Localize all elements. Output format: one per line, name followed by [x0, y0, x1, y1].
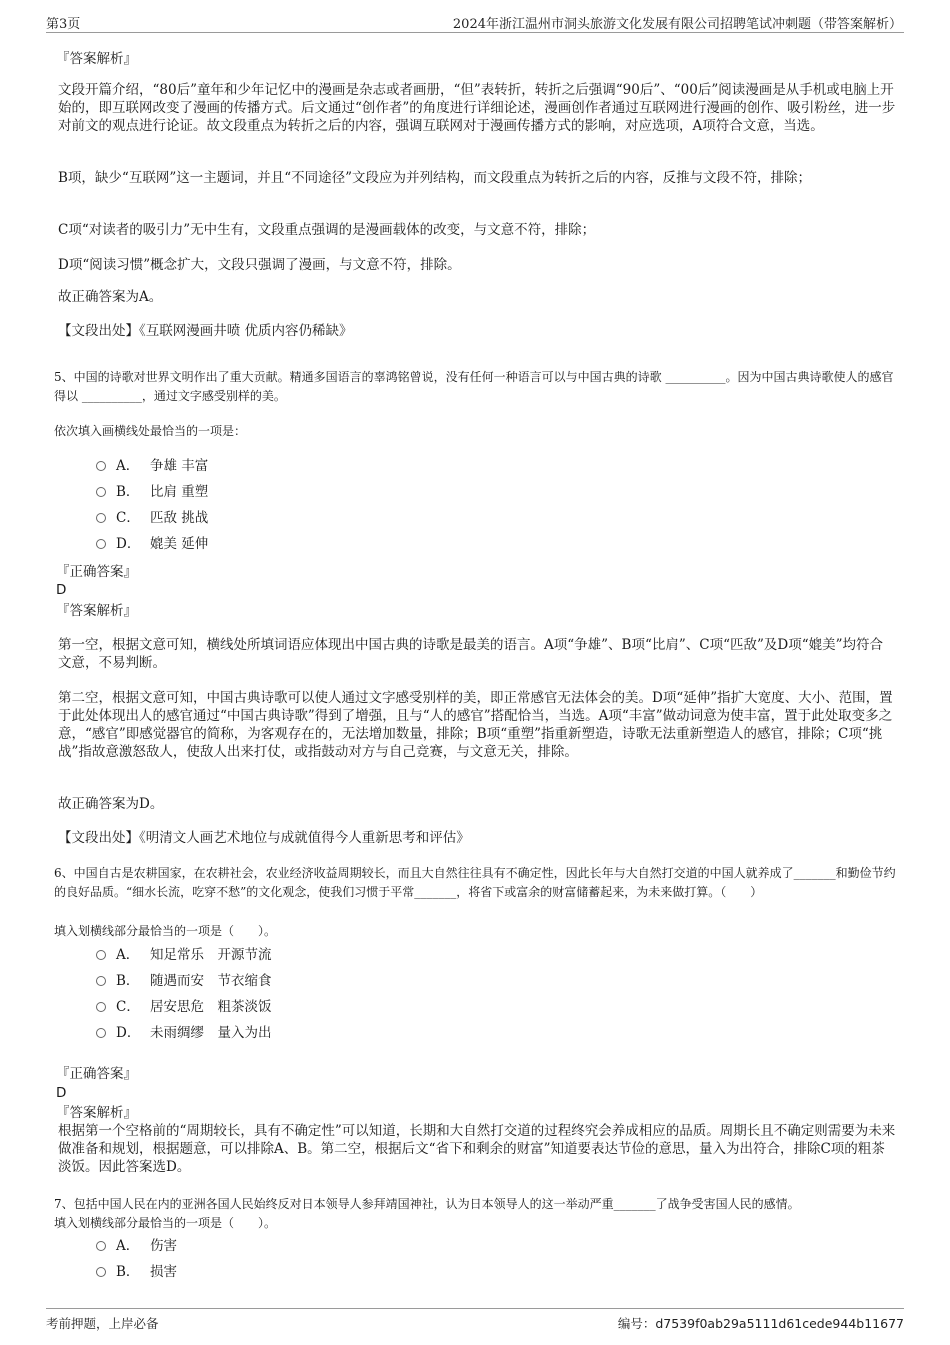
q4-analysis-label: 『答案解析』	[56, 51, 137, 67]
radio-icon[interactable]	[96, 487, 106, 497]
option-text: 媲美 延伸	[150, 536, 209, 552]
option-text: 伤害	[150, 1238, 177, 1254]
q7-stem: 7、包括中国人民在内的亚洲各国人民始终反对日本领导人参拜靖国神社，认为日本领导人的这一举动严重_______了战争受害国人民的感情。	[54, 1197, 800, 1211]
option-text: 争雄 丰富	[150, 458, 209, 474]
radio-icon[interactable]	[96, 976, 106, 986]
option-key: C．	[116, 510, 140, 526]
q5-option-a[interactable]	[96, 457, 208, 475]
q5-source: 【文段出处】《明清文人画艺术地位与成就值得今人重新思考和评估》	[58, 830, 470, 846]
option-key: A．	[116, 947, 140, 963]
q7-prompt: 填入划横线部分最恰当的一项是（ ）。	[54, 1216, 277, 1230]
q6-stem: 6、中国自古是农耕国家，在农耕社会，农业经济收益周期较长，而且大自然往往具有不确定性，因此长年与大自然打交道的中国人就养成了_______和勤俭节约的良好品质。“细水长流，吃穿不愁”的文化观念，使我们习惯于平常_______，将省下或富余的财富储蓄起来，为未来做打算。（ ）	[54, 866, 896, 899]
option-text: 比肩 重塑	[150, 484, 209, 500]
radio-icon[interactable]	[96, 1002, 106, 1012]
radio-icon[interactable]	[96, 1241, 106, 1251]
footer-serial-code: d7539f0ab29a5111d61cede944b11677	[655, 1316, 904, 1331]
document-title: 2024年浙江温州市洞头旅游文化发展有限公司招聘笔试冲刺题（带答案解析）	[452, 17, 902, 32]
q4-analysis-p3: C项“对读者的吸引力”无中生有，文段重点强调的是漫画载体的改变，与文意不符，排除；	[58, 222, 596, 238]
q6-option-c[interactable]	[96, 998, 272, 1016]
option-key: C．	[116, 999, 140, 1015]
radio-icon[interactable]	[96, 513, 106, 523]
footer-serial	[618, 1314, 904, 1332]
q7-option-b[interactable]	[96, 1263, 177, 1281]
q5-analysis-p1: 第一空，根据文意可知，横线处所填词语应体现出中国古典的诗歌是最美的语言。A项“争雄”、B项“比肩”、C项“匹敌”及D项“媲美”均符合文意，不易判断。	[58, 637, 884, 671]
option-key: B．	[116, 484, 140, 500]
q4-analysis-p1: 文段开篇介绍，“80后”童年和少年记忆中的漫画是杂志或者画册，“但”表转折，转折之后强调“90后”、“00后”阅读漫画是从手机或电脑上开始的，即互联网改变了漫画的传播方式。后文通过“创作者”的角度进行详细论述，漫画创作者通过互联网进行漫画的创作、吸引粉丝，进一步对前文的观点进行论证。故文段重点为转折之后的内容，强调互联网对于漫画传播方式的影响，对应选项，A项符合文意，当选。	[58, 82, 896, 134]
q5-stem: 5、中国的诗歌对世界文明作出了重大贡献。精通多国语言的辜鸿铭曾说，没有任何一种语言可以与中国古典的诗歌 __________。因为中国古典诗歌使人的感官得以 __________，通过文字感受别样的美。	[54, 370, 894, 403]
q4-analysis-p5: 故正确答案为A。	[58, 289, 163, 305]
q5-analysis-label: 『答案解析』	[56, 603, 137, 619]
q5-correct-answer: D	[56, 582, 67, 598]
header-divider	[46, 32, 904, 33]
q6-analysis-p1: 根据第一个空格前的“周期较长，具有不确定性”可以知道，长期和大自然打交道的过程终究会养成相应的品质。周期长且不确定则需要为未来做准备和规划，根据题意，可以排除A、B。第二空，根据后文“省下和剩余的财富”知道要表达节俭的意思，量入为出符合，排除C项的粗茶淡饭。因此答案选D。	[58, 1123, 896, 1175]
q4-analysis-p2: B项，缺少“互联网”这一主题词，并且“不同途径”文段应为并列结构，而文段重点为转折之后的内容，反推与文段不符，排除；	[58, 170, 812, 186]
option-text: 未雨绸缪 量入为出	[150, 1025, 272, 1041]
footer-slogan: 考前押题，上岸必备	[46, 1316, 159, 1331]
option-text: 知足常乐 开源节流	[150, 947, 272, 963]
q5-option-d[interactable]	[96, 535, 208, 553]
q5-analysis-p3: 故正确答案为D。	[58, 796, 164, 812]
option-text: 随遇而安 节衣缩食	[150, 973, 272, 989]
option-key: B．	[116, 1264, 140, 1280]
option-text: 损害	[150, 1264, 177, 1280]
radio-icon[interactable]	[96, 950, 106, 960]
option-key: A．	[116, 458, 140, 474]
q6-option-a[interactable]	[96, 946, 272, 964]
page-number: 第3页	[46, 17, 81, 32]
q5-option-b[interactable]	[96, 483, 208, 501]
q4-source: 【文段出处】《互联网漫画井喷 优质内容仍稀缺》	[58, 323, 353, 339]
q4-analysis-p4: D项“阅读习惯”概念扩大，文段只强调了漫画，与文意不符，排除。	[58, 257, 461, 273]
radio-icon[interactable]	[96, 461, 106, 471]
q6-correct-label: 『正确答案』	[56, 1066, 137, 1082]
q5-option-c[interactable]	[96, 509, 208, 527]
q5-correct-label: 『正确答案』	[56, 564, 137, 580]
radio-icon[interactable]	[96, 539, 106, 549]
q5-analysis-p2: 第二空，根据文意可知，中国古典诗歌可以使人通过文字感受别样的美，即正常感官无法体会的美。D项“延伸”指扩大宽度、大小、范围，置于此处体现出人的感官通过“中国古典诗歌”得到了增强，且与“人的感官”搭配恰当，当选。A项“丰富”做动词意为使丰富，置于此处取变多之意，“感官”即感觉器官的简称，为客观存在的，无法增加数量，排除；B项“重塑”指重新塑造，诗歌无法重新塑造人的感官，排除；C项“挑战”指故意激怒敌人，使敌人出来打仗，或指鼓动对方与自己竞赛，与文意无关，排除。	[58, 690, 893, 760]
option-key: D．	[116, 1025, 141, 1041]
q5-prompt: 依次填入画横线处最恰当的一项是：	[54, 424, 247, 438]
q6-analysis-label: 『答案解析』	[56, 1105, 137, 1121]
footer-divider	[46, 1308, 904, 1309]
option-key: D．	[116, 536, 141, 552]
option-key: A．	[116, 1238, 140, 1254]
q6-correct-answer: D	[56, 1085, 67, 1101]
option-text: 匹敌 挑战	[150, 510, 209, 526]
option-text: 居安思危 粗茶淡饭	[150, 999, 272, 1015]
radio-icon[interactable]	[96, 1267, 106, 1277]
option-key: B．	[116, 973, 140, 989]
q6-option-d[interactable]	[96, 1024, 272, 1042]
footer-serial-label: 编号：	[617, 1316, 656, 1331]
q6-prompt: 填入划横线部分最恰当的一项是（ ）。	[54, 924, 277, 938]
radio-icon[interactable]	[96, 1028, 106, 1038]
q6-option-b[interactable]	[96, 972, 272, 990]
q7-option-a[interactable]	[96, 1237, 177, 1255]
